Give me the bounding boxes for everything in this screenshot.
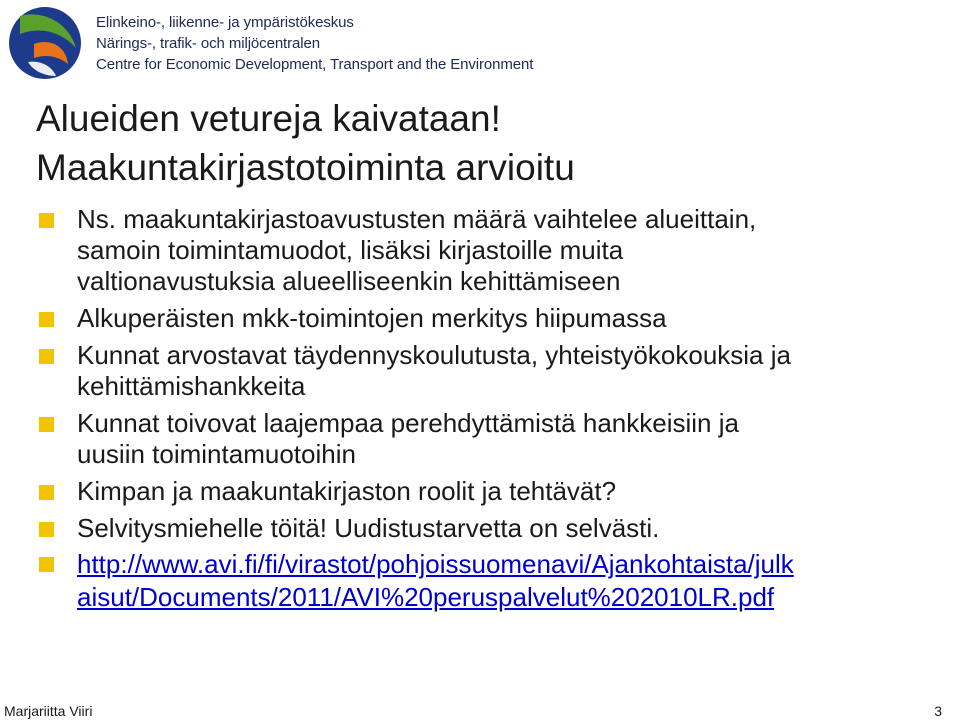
bullet-item: [0, 303, 960, 334]
bullet-square-icon: [39, 522, 54, 537]
bullet-item: [0, 340, 960, 402]
bullet-text-line: kehittämishankkeita: [77, 371, 306, 401]
bullet-text-line: Ns. maakuntakirjastoavustusten määrä vaihtelee alueittain,: [77, 204, 757, 234]
report-link-line-1[interactable]: http://www.avi.fi/fi/virastot/pohjoissuomenavi/Ajankohtaista/julk: [77, 549, 794, 579]
bullet-text-line: Selvitysmiehelle töitä! Uudistustarvetta on selvästi.: [77, 513, 660, 543]
bullet-item: [0, 476, 960, 507]
organization-names: [96, 12, 533, 75]
slide-title-line-2: Maakuntakirjastotoiminta arvioitu: [36, 147, 575, 188]
bullet-text-line: Alkuperäisten mkk-toimintojen merkitys hiipumassa: [77, 303, 667, 333]
bullet-text-line: Kunnat toivovat laajempaa perehdyttämistä hankkeisiin ja: [77, 408, 739, 438]
bullet-square-icon: [39, 485, 54, 500]
bullet-square-icon: [39, 312, 54, 327]
slide-title-line-1: Alueiden vetureja kaivataan!: [36, 98, 501, 139]
report-link[interactable]: [77, 548, 960, 614]
org-name-swedish: Närings-, trafik- och miljöcentralen: [96, 35, 320, 52]
bullet-square-icon: [39, 557, 54, 572]
bullet-text-line: samoin toimintamuodot, lisäksi kirjastoille muita: [77, 235, 624, 265]
bullet-item: [0, 513, 960, 544]
bullet-square-icon: [39, 417, 54, 432]
report-link-line-2[interactable]: aisut/Documents/2011/AVI%20peruspalvelut%202010LR.pdf: [77, 582, 775, 612]
bullet-text-line: uusiin toimintamuotoihin: [77, 439, 356, 469]
bullet-item: [0, 408, 960, 470]
bullet-text-line: Kimpan ja maakuntakirjaston roolit ja tehtävät?: [77, 476, 617, 506]
bullet-list: [0, 204, 960, 620]
bullet-text-line: valtionavustuksia alueelliseenkin kehittämiseen: [77, 266, 621, 296]
org-name-finnish: Elinkeino-, liikenne- ja ympäristökeskus: [96, 14, 354, 31]
bullet-item-link: [0, 548, 960, 614]
footer-author: Marjariitta Viiri: [4, 703, 93, 719]
bullet-square-icon: [39, 213, 54, 228]
bullet-text-line: Kunnat arvostavat täydennyskoulutusta, yhteistyökokouksia ja: [77, 340, 791, 370]
page-number: 3: [934, 703, 942, 719]
ely-centre-logo-icon: [6, 4, 84, 82]
bullet-item: [0, 204, 960, 297]
bullet-square-icon: [39, 349, 54, 364]
org-name-english: Centre for Economic Development, Transport and the Environment: [96, 56, 534, 73]
slide-title: [36, 94, 575, 192]
